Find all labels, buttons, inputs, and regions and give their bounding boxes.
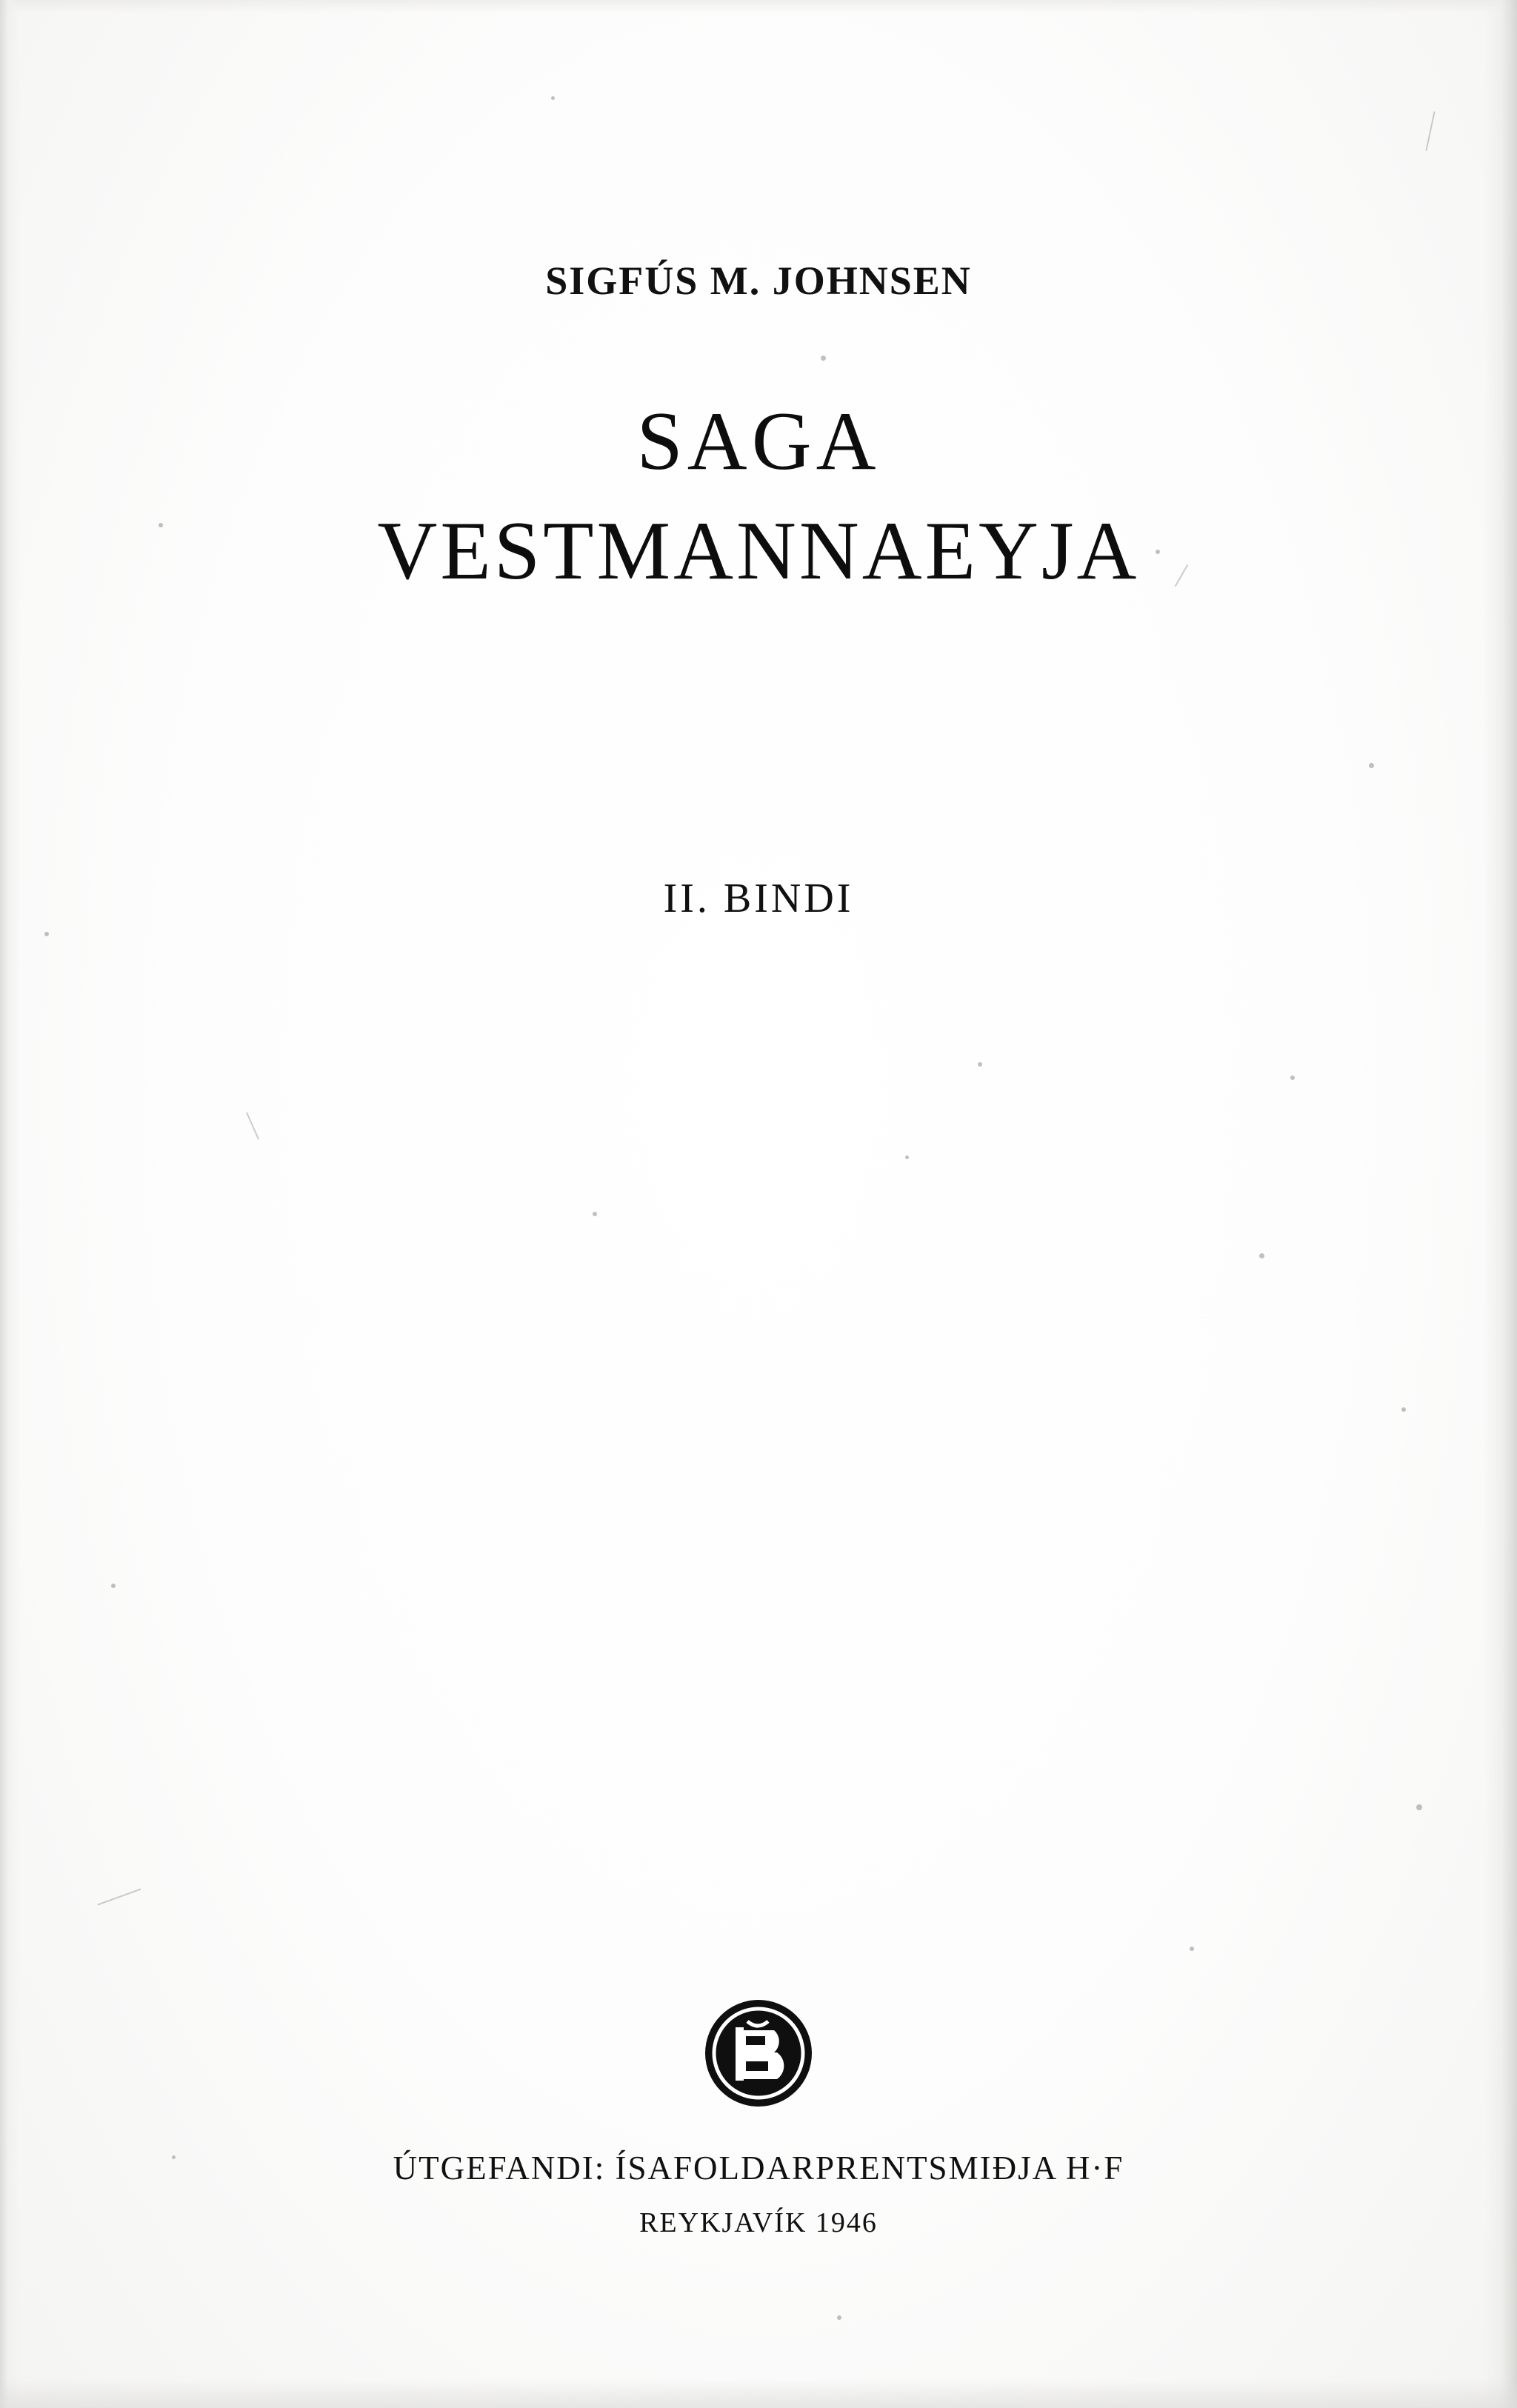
book-title-line-2: VESTMANNAEYJA (377, 504, 1140, 597)
book-title-line-1: SAGA (636, 396, 881, 487)
book-title (378, 398, 1140, 598)
volume-label: II. BINDI (663, 876, 854, 922)
publisher-imprint: ÚTGEFANDI: ÍSAFOLDARPRENTSMIÐJA H·F (393, 2149, 1124, 2187)
author-name: SIGFÚS M. JOHNSEN (545, 259, 972, 303)
place-and-year: REYKJAVÍK 1946 (639, 2207, 878, 2238)
publisher-logo-icon (703, 1998, 814, 2109)
